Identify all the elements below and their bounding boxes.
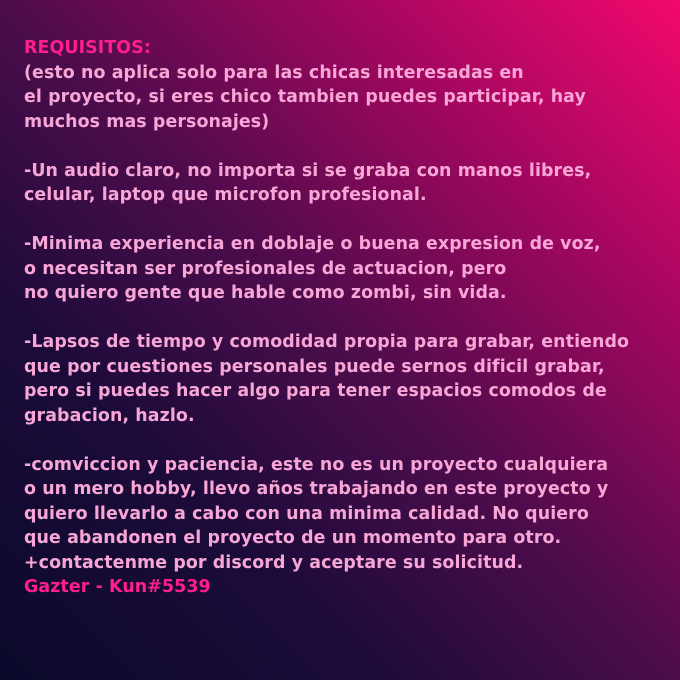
requirement-time xyxy=(24,330,674,428)
discord-signature: Gazter - Kun#5539 xyxy=(24,577,211,597)
requirement-line: grabacion, hazlo. xyxy=(24,405,195,426)
requirement-line: -Un audio claro, no importa si se graba con manos libres, xyxy=(24,160,592,181)
requirement-line: o un mero hobby, llevo años trabajando en este proyecto y xyxy=(24,479,609,499)
paragraph-gap xyxy=(24,208,674,233)
requirement-line: no quiero gente que hable como zombi, sin vida. xyxy=(24,283,507,303)
intro-line: (esto no aplica solo para las chicas interesadas en xyxy=(24,62,524,83)
requirement-line: -Minima experiencia en doblaje o buena expresion de voz, xyxy=(24,234,601,254)
requirement-line: celular, laptop que microfon profesional. xyxy=(24,185,427,205)
contact-line: +contactenme por discord y aceptare su solicitud. xyxy=(24,552,524,573)
requirement-line: pero si puedes hacer algo para tener espacios comodos de xyxy=(24,381,607,401)
paragraph-gap xyxy=(24,134,674,159)
intro-line: muchos mas personajes) xyxy=(24,111,270,132)
requirement-experience xyxy=(24,232,674,306)
intro-line: el proyecto, si eres chico tambien puedes participar, hay xyxy=(24,87,586,107)
requirement-line: -comviccion y paciencia, este no es un proyecto cualquiera xyxy=(24,454,609,475)
paragraph-gap xyxy=(24,306,674,331)
paragraph-gap xyxy=(24,428,674,453)
requirement-line: -Lapsos de tiempo y comodidad propia para grabar, entiendo xyxy=(24,332,630,352)
requirement-line: o necesitan ser profesionales de actuacion, pero xyxy=(24,258,507,279)
requirement-line: quiero llevarlo a cabo con una minima calidad. No quiero xyxy=(24,503,589,524)
poster-heading: REQUISITOS: xyxy=(24,38,151,58)
requirements-poster xyxy=(24,36,674,600)
requirement-line: que por cuestiones personales puede sernos dificil grabar, xyxy=(24,356,605,377)
requirement-audio xyxy=(24,159,674,208)
requirement-conviction xyxy=(24,453,674,551)
requirement-line: que abandonen el proyecto de un momento para otro. xyxy=(24,528,562,548)
